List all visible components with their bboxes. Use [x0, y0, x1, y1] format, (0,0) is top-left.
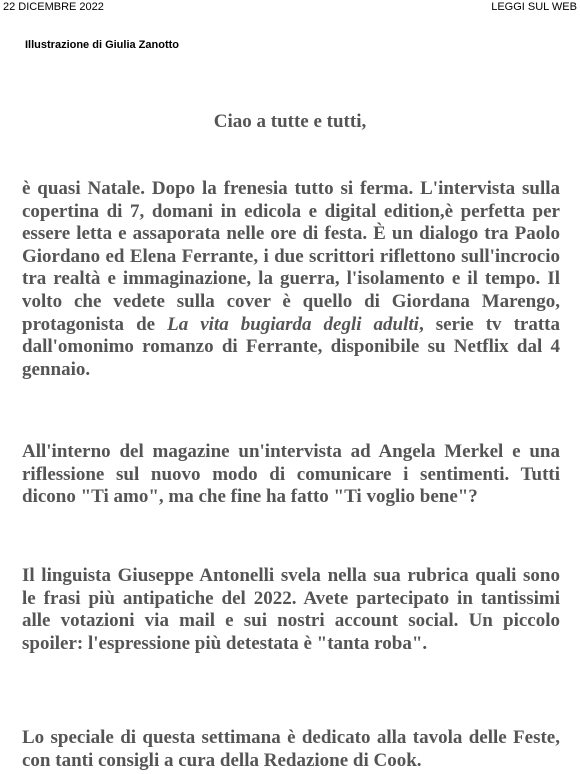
illustration-credit: Illustrazione di Giulia Zanotto	[25, 39, 180, 51]
greeting: Ciao a tutte e tutti,	[213, 111, 367, 132]
paragraph-cover-story	[22, 178, 560, 381]
paragraph-text: è quasi Natale. Dopo la frenesia tutto si ferma. L'intervista sulla copertina di 7, domani in edicola e digital edition,è perfetta per essere letta e assaporata nelle ore di festa. È un dialogo tra Paolo Giordano ed Elena Ferrante, i due scrittori riflettono sull'incrocio tra realtà e immaginazione, la guerra, l'isolamento e il tempo. Il volto che vedete sulla cover è quello di Giordana Marengo, protagonista de	[22, 178, 560, 335]
paragraph-text: , serie tv tratta dall'omonimo romanzo di Ferrante, disponibile su Netflix dal 4 gennaio.	[22, 313, 560, 380]
read-on-web-link[interactable]: LEGGI SUL WEB	[491, 1, 577, 13]
newsletter-date: 22 DICEMBRE 2022	[3, 1, 104, 13]
series-title: La vita bugiarda degli adulti	[167, 313, 419, 335]
paragraph-magazine: All'interno del magazine un'intervista ad Angela Merkel e una riflessione sul nuovo modo di comunicare i sentimenti. Tutti dicono "Ti amo", ma che fine ha fatto "Ti voglio bene"?	[22, 441, 560, 508]
top-bar	[0, 0, 580, 18]
paragraph-special: Lo speciale di questa settimana è dedicato alla tavola delle Feste, con tanti consigli a cura della Redazione di Cook.	[22, 727, 560, 771]
paragraph-linguist: Il linguista Giuseppe Antonelli svela nella sua rubrica quali sono le frasi più antipatiche del 2022. Avete partecipato in tantissimi alle votazioni via mail e sui nostri account social. Un piccolo spoiler: l'espressione più detestata è "tanta roba".	[22, 565, 560, 654]
